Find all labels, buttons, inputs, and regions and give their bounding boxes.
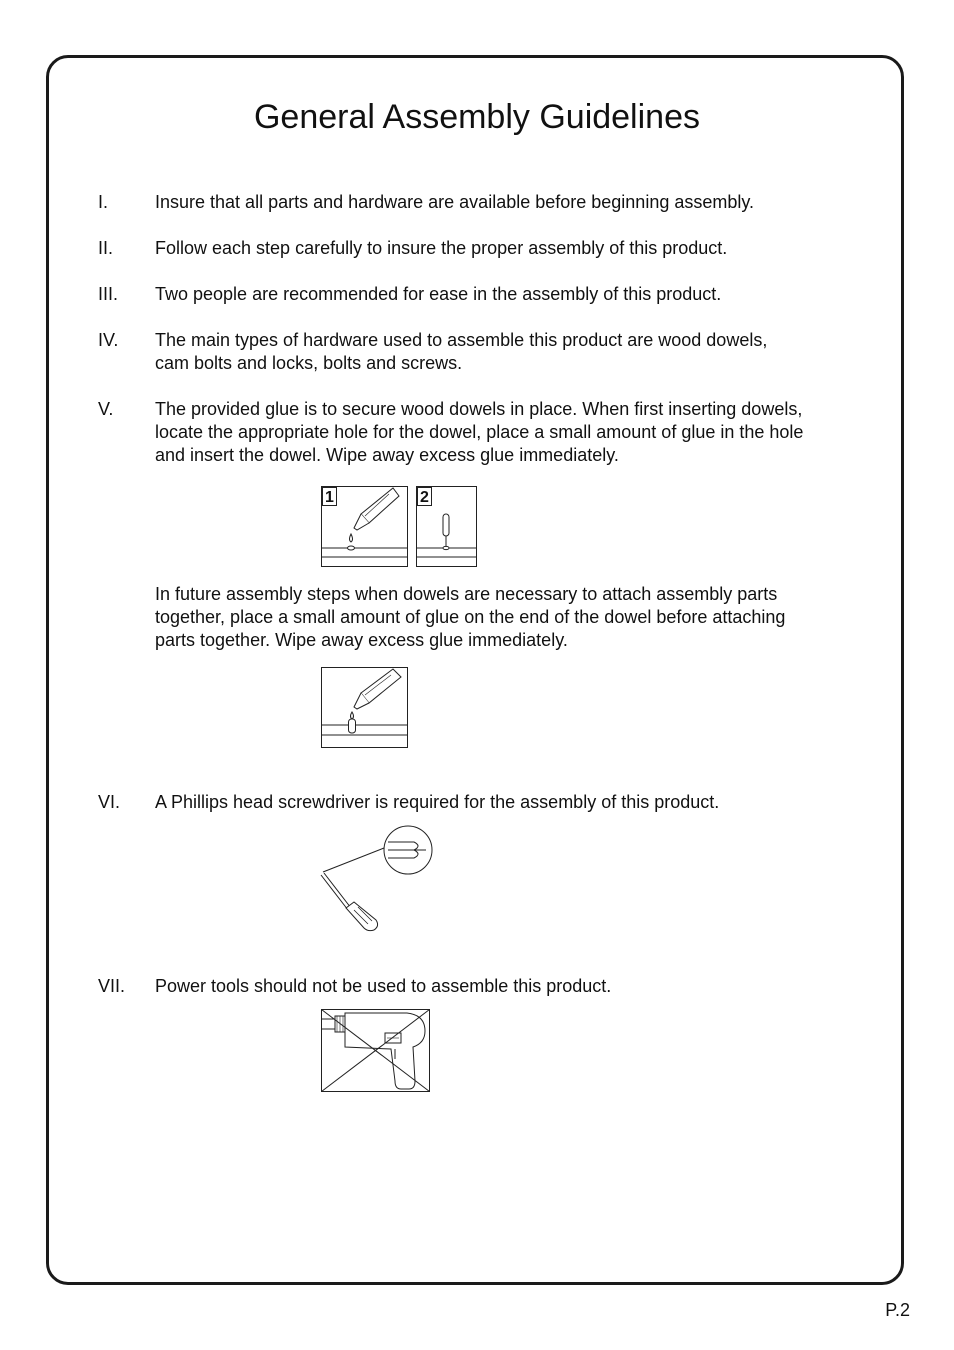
glue-in-hole-illustration (321, 486, 409, 568)
item-text-line: Insure that all parts and hardware are available before beginning assembly. (155, 192, 755, 212)
item-text-line: A Phillips head screwdriver is required for the assembly of this product. (155, 792, 720, 812)
item-text (155, 237, 855, 260)
item-numeral: III. (98, 284, 119, 304)
item-text-line: Power tools should not be used to assemble this product. (155, 976, 612, 996)
item-text (155, 398, 855, 467)
glue-on-dowel-illustration (321, 667, 409, 749)
step-2-label: 2 (420, 489, 429, 506)
item-text (155, 329, 855, 375)
screwdriver-icon (321, 848, 384, 931)
item-numeral: V. (98, 399, 114, 419)
note-line: In future assembly steps when dowels are necessary to attach assembly parts (155, 584, 778, 604)
item-numeral: I. (98, 192, 109, 212)
future-dowel-note (155, 583, 855, 652)
item-numeral: VII. (98, 976, 126, 996)
item-text (155, 791, 855, 814)
item-text-line: The main types of hardware used to assemble this product are wood dowels, (155, 330, 768, 350)
dowel-insert-illustration (416, 486, 478, 568)
item-text-line: Follow each step carefully to insure the proper assembly of this product. (155, 238, 728, 258)
item-text (155, 283, 855, 306)
page-number: P.2 (885, 1300, 910, 1320)
phillips-screwdriver-illustration (318, 822, 438, 934)
page-title: General Assembly Guidelines (253, 98, 700, 136)
item-text-line: locate the appropriate hole for the dowel, place a small amount of glue in the hole (155, 422, 804, 442)
item-text-line: Two people are recommended for ease in the assembly of this product. (155, 284, 722, 304)
item-text-line: The provided glue is to secure wood dowels in place. When first inserting dowels, (155, 399, 803, 419)
note-line: together, place a small amount of glue on the end of the dowel before attaching (155, 607, 786, 627)
item-text-line: and insert the dowel. Wipe away excess glue immediately. (155, 445, 619, 465)
item-text (155, 191, 855, 214)
item-text-line: cam bolts and locks, bolts and screws. (155, 353, 463, 373)
item-numeral: II. (98, 238, 114, 258)
no-power-tools-illustration (321, 1009, 431, 1093)
item-numeral: IV. (98, 330, 119, 350)
phillips-tip-magnifier-icon (384, 826, 432, 874)
item-numeral: VI. (98, 792, 121, 812)
note-line: parts together. Wipe away excess glue immediately. (155, 630, 568, 650)
step-1-label: 1 (325, 489, 334, 506)
item-text (155, 975, 855, 998)
